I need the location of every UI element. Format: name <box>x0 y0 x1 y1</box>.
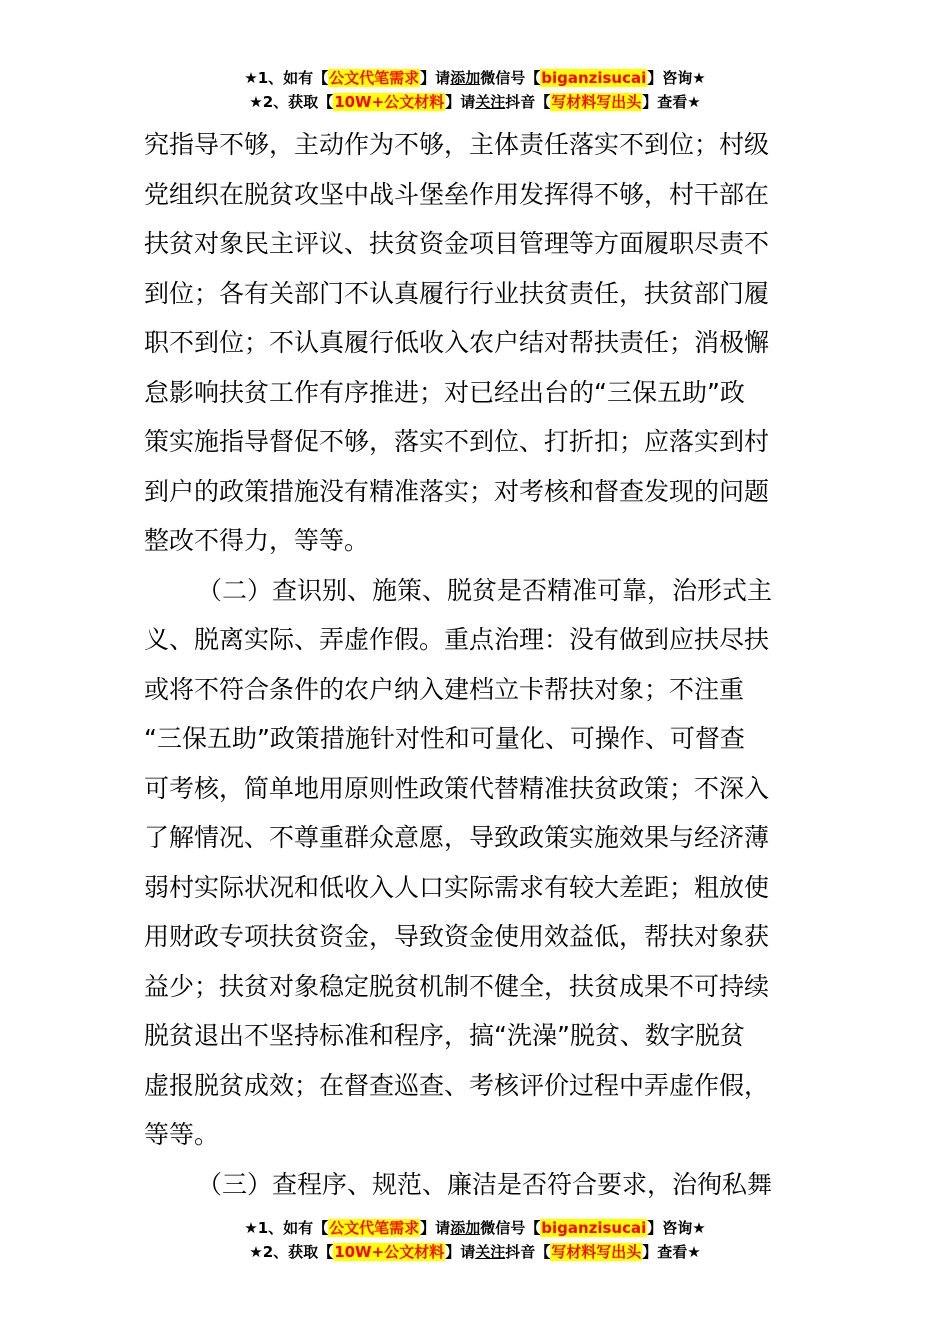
text-line: 用财政专项扶贫资金，导致资金使用效益低，帮扶对象获 <box>144 922 770 951</box>
footer-banner <box>0 1216 950 1264</box>
banner-text: ★1、如有【 <box>244 69 329 87</box>
banner-text: 】请 <box>445 93 476 111</box>
banner-highlight: 公文代笔需求 <box>329 69 420 87</box>
paragraph-1 <box>144 120 808 566</box>
text-line: （二）查识别、施策、脱贫是否精准可靠，治形式主 <box>197 575 773 605</box>
banner-text: ★1、如有【 <box>244 1219 329 1237</box>
text-line: 怠影响扶贫工作有序推进；对已经出台的“三保五助”政 <box>144 377 745 407</box>
text-line: 策实施指导督促不够，落实不到位、打折扣；应落实到村 <box>144 427 770 456</box>
banner-text: 】请 <box>420 1219 451 1237</box>
text-line: 或将不符合条件的农户纳入建档立卡帮扶对象；不注重 <box>144 674 745 704</box>
banner-highlight: 10W+公文材料 <box>334 93 445 111</box>
banner-text: ★2、获取【 <box>249 93 334 111</box>
text-line: 可考核，简单地用原则性政策代替精准扶贫政策；不深入 <box>144 773 770 803</box>
paragraph-2 <box>144 566 808 1160</box>
text-line: 整改不得力，等等。 <box>144 526 370 555</box>
text-line: 弱村实际状况和低收入人口实际需求有较大差距；粗放使 <box>144 872 770 902</box>
paragraph-3 <box>144 1160 808 1210</box>
text-line: 虚报脱贫成效；在督查巡查、考核评价过程中弄虚作假， <box>144 1070 770 1100</box>
banner-text: 】请 <box>420 69 451 87</box>
banner-underline: 添加 <box>450 69 481 87</box>
text-line: 了解情况、不尊重群众意愿，导致政策实施效果与经济薄 <box>144 823 770 852</box>
banner-text: 】咨询★ <box>647 1219 706 1237</box>
header-banner <box>0 66 950 114</box>
text-line: 义、脱离实际、弄虚作假。重点治理：没有做到应扶尽扶 <box>144 625 770 654</box>
text-line: “三保五助”政策措施针对性和可量化、可操作、可督查 <box>144 724 745 753</box>
banner-text: 】查看★ <box>642 93 701 111</box>
banner-douyin-id: 写材料写出头 <box>551 93 642 111</box>
text-line: 益少；扶贫对象稳定脱贫机制不健全，扶贫成果不可持续 <box>144 971 770 1001</box>
text-line: 究指导不够，主动作为不够，主体责任落实不到位；村级 <box>144 130 770 159</box>
banner-text: 微信号【 <box>480 69 541 87</box>
text-line: 党组织在脱贫攻坚中战斗堡垒作用发挥得不够，村干部在 <box>144 179 770 209</box>
text-line: 扶贫对象民主评议、扶贫资金项目管理等方面履职尽责不 <box>144 229 770 258</box>
banner-line-1 <box>0 1216 950 1240</box>
banner-wechat-id: biganzisucai <box>541 1219 647 1237</box>
banner-text: 】查看★ <box>642 1243 701 1261</box>
text-line: 职不到位；不认真履行低收入农户结对帮扶责任；消极懈 <box>144 328 770 357</box>
banner-text: 】咨询★ <box>647 69 706 87</box>
banner-text: 】请 <box>445 1243 476 1261</box>
banner-text: 抖音【 <box>505 1243 551 1261</box>
text-line: （三）查程序、规范、廉洁是否符合要求，治徇私舞 <box>197 1169 773 1199</box>
banner-underline: 关注 <box>475 93 506 111</box>
banner-text: 抖音【 <box>505 93 551 111</box>
document-body <box>144 120 808 1209</box>
text-line: 等等。 <box>144 1120 220 1149</box>
banner-highlight: 10W+公文材料 <box>334 1243 445 1261</box>
text-line: 到位；各有关部门不认真履行行业扶贫责任，扶贫部门履 <box>144 278 770 308</box>
banner-line-1 <box>0 66 950 90</box>
banner-text: ★2、获取【 <box>249 1243 334 1261</box>
banner-line-2 <box>0 90 950 114</box>
banner-highlight: 公文代笔需求 <box>329 1219 420 1237</box>
banner-underline: 关注 <box>475 1243 506 1261</box>
text-line: 到户的政策措施没有精准落实；对考核和督查发现的问题 <box>144 476 770 506</box>
banner-douyin-id: 写材料写出头 <box>551 1243 642 1261</box>
text-line: 脱贫退出不坚持标准和程序，搞“洗澡”脱贫、数字脱贫 <box>144 1021 745 1050</box>
banner-wechat-id: biganzisucai <box>541 69 647 87</box>
banner-line-2 <box>0 1240 950 1264</box>
banner-underline: 添加 <box>450 1219 481 1237</box>
banner-text: 微信号【 <box>480 1219 541 1237</box>
